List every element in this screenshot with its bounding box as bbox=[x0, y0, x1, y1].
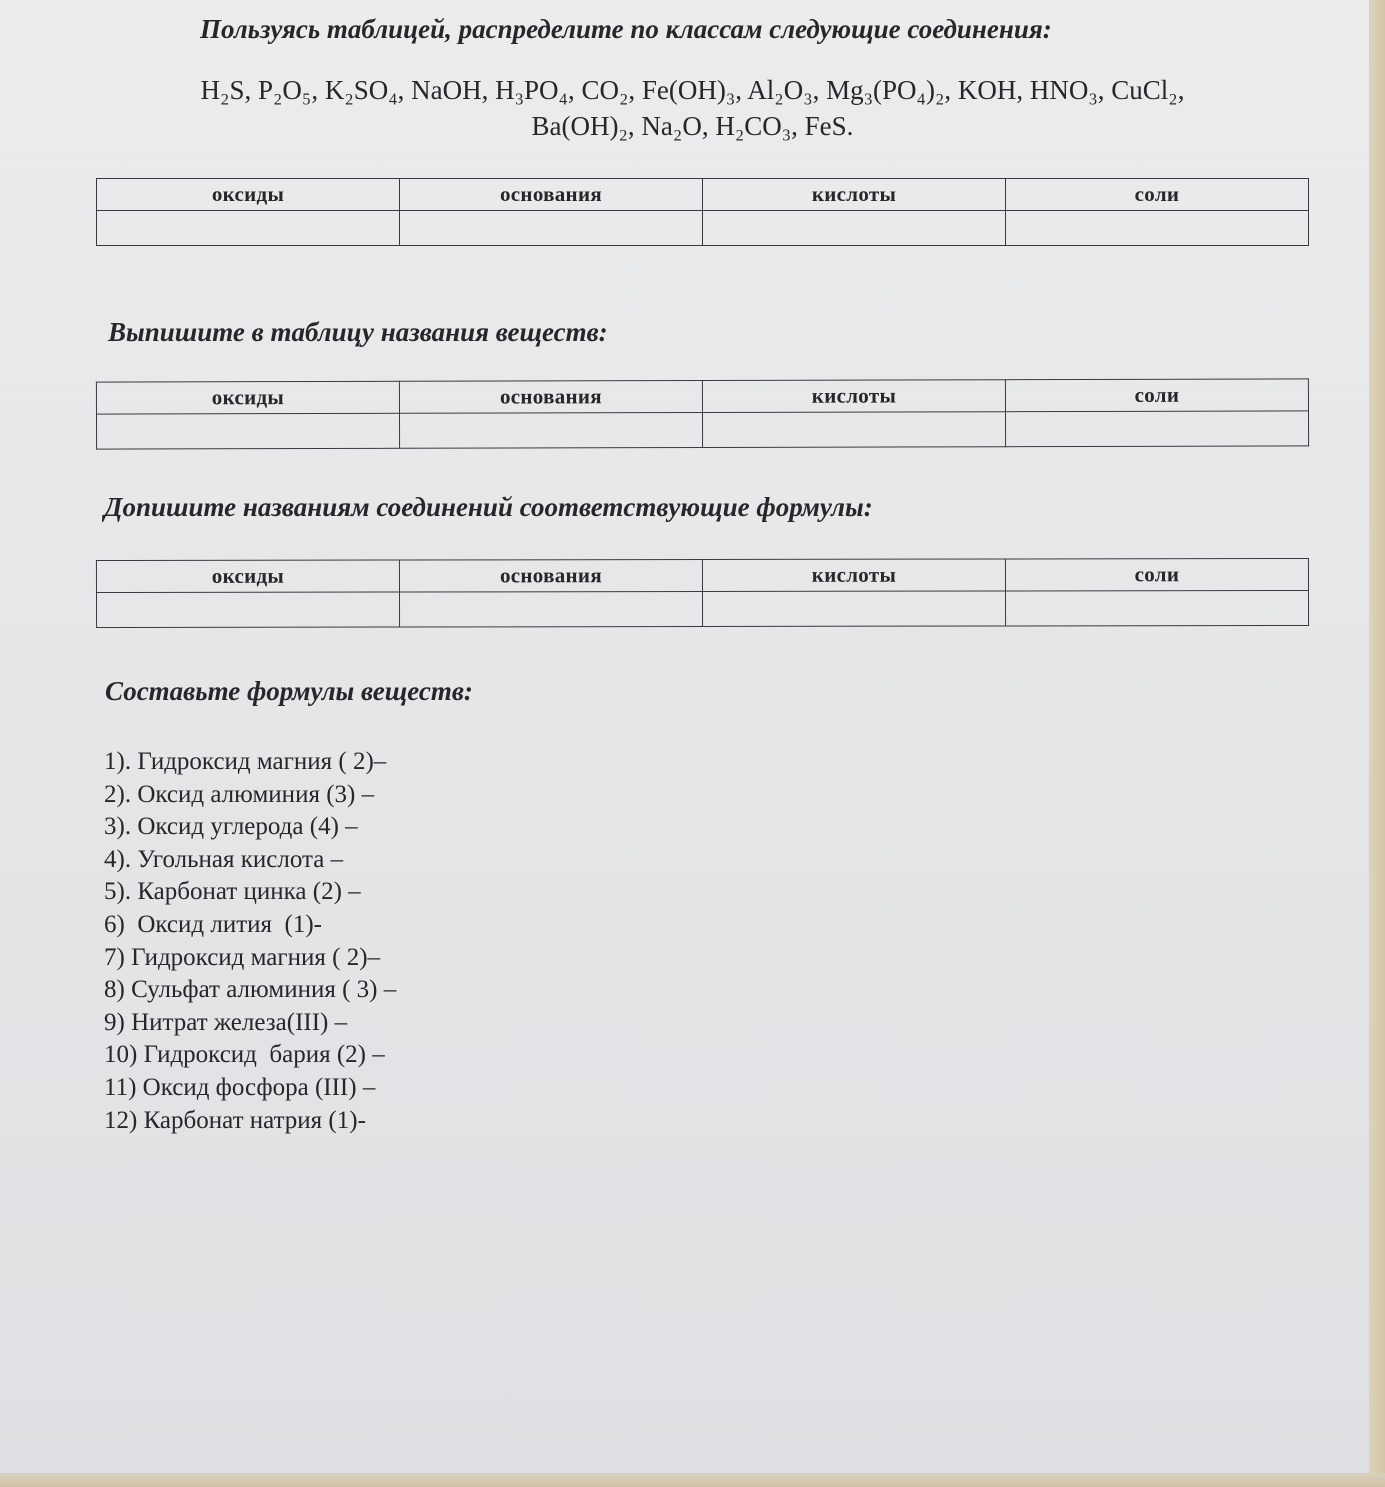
formula-line-1: H₂S, P₂O₅, K₂SO₄, NaOH, H₃PO₄, CO₂, Fe(OH)₃, Al₂O₃, Mg₃(PO₄)₂, KOH, HNO₃, CuCl₂, bbox=[200, 75, 1185, 105]
answer-cell-acids[interactable] bbox=[702, 412, 1005, 448]
list-item: 11) Оксид фосфора (III) – bbox=[104, 1073, 376, 1101]
classification-table-2 bbox=[96, 378, 1309, 449]
list-item: 8) Сульфат алюминия ( 3) – bbox=[104, 976, 397, 1004]
answer-cell-salts[interactable] bbox=[1005, 590, 1308, 626]
list-item: 7) Гидроксид магния ( 2)– bbox=[104, 943, 381, 971]
table-header-row bbox=[97, 179, 1309, 211]
answer-cell-oxides[interactable] bbox=[96, 592, 399, 628]
page-bottom-edge bbox=[0, 1473, 1385, 1487]
header-salts: соли bbox=[1006, 179, 1309, 211]
header-salts: соли bbox=[1005, 558, 1308, 591]
table-header-row bbox=[96, 558, 1308, 592]
header-bases: основания bbox=[400, 179, 703, 211]
heading-compose-formulas: Составьте формулы веществ: bbox=[105, 676, 473, 706]
heading-classify: Пользуясь таблицей, распределите по классам следующие соединения: bbox=[200, 14, 1052, 44]
list-item: 9) Нитрат железа(III) – bbox=[104, 1008, 348, 1036]
list-item: 6) Оксид лития (1)- bbox=[104, 910, 322, 938]
answer-cell-acids[interactable] bbox=[703, 211, 1006, 246]
list-item: 3). Оксид углерода (4) – bbox=[104, 813, 358, 841]
page-edge bbox=[1369, 0, 1385, 1487]
answer-cell-bases[interactable] bbox=[399, 413, 702, 449]
formula-list bbox=[0, 72, 1385, 144]
answer-cell-bases[interactable] bbox=[400, 211, 703, 246]
header-oxides: оксиды bbox=[96, 381, 399, 414]
table-answer-row bbox=[96, 590, 1308, 627]
table-answer-row bbox=[96, 411, 1308, 449]
answer-cell-salts[interactable] bbox=[1005, 411, 1308, 447]
header-bases: основания bbox=[399, 560, 702, 593]
header-acids: кислоты bbox=[702, 380, 1005, 413]
answer-cell-salts[interactable] bbox=[1006, 211, 1309, 246]
answer-cell-bases[interactable] bbox=[399, 592, 702, 628]
heading-write-names: Выпишите в таблицу названия веществ: bbox=[108, 317, 608, 347]
classification-table-1 bbox=[96, 178, 1309, 246]
header-salts: соли bbox=[1005, 379, 1308, 412]
answer-cell-oxides[interactable] bbox=[96, 413, 399, 449]
answer-cell-oxides[interactable] bbox=[97, 211, 400, 246]
table-header-row bbox=[96, 379, 1308, 414]
list-item: 12) Карбонат натрия (1)- bbox=[104, 1106, 366, 1134]
list-item: 4). Угольная кислота – bbox=[104, 845, 344, 873]
header-bases: основания bbox=[399, 381, 702, 414]
table-answer-row bbox=[97, 211, 1309, 246]
list-item: 2). Оксид алюминия (3) – bbox=[104, 780, 375, 808]
task-list bbox=[104, 746, 396, 1137]
formula-line-2: Ba(OH)₂, Na₂O, H₂CO₃, FeS. bbox=[531, 111, 854, 141]
header-acids: кислоты bbox=[702, 559, 1005, 592]
list-item: 10) Гидроксид бария (2) – bbox=[104, 1041, 385, 1069]
list-item: 5). Карбонат цинка (2) – bbox=[104, 878, 361, 906]
header-acids: кислоты bbox=[703, 179, 1006, 211]
answer-cell-acids[interactable] bbox=[702, 591, 1005, 627]
header-oxides: оксиды bbox=[96, 560, 399, 593]
classification-table-3 bbox=[96, 558, 1309, 628]
heading-add-formulas: Допишите названиям соединений соответствующие формулы: bbox=[104, 492, 873, 522]
header-oxides: оксиды bbox=[97, 179, 400, 211]
list-item: 1). Гидроксид магния ( 2)– bbox=[104, 748, 387, 775]
